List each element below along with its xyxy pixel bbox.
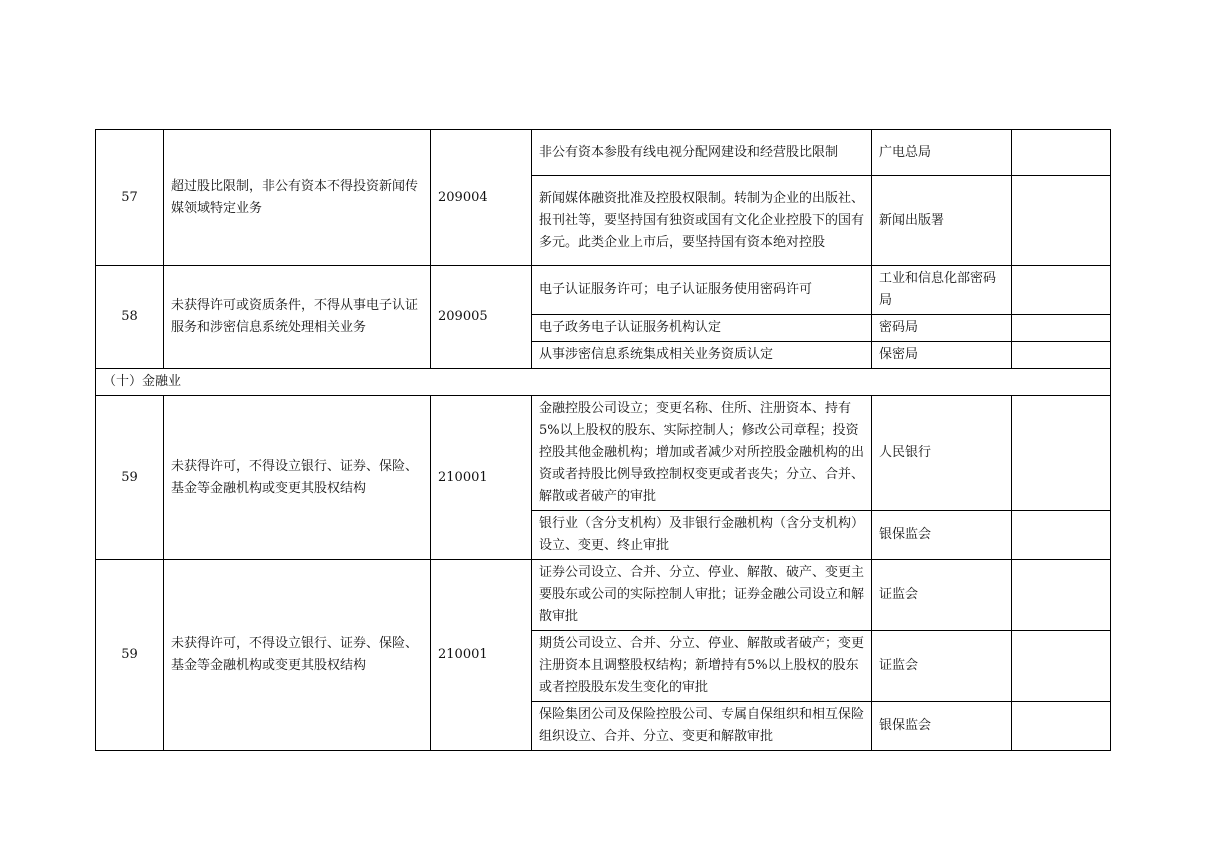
row-code: 210001 bbox=[431, 396, 532, 560]
authority-cell: 银保监会 bbox=[872, 702, 1012, 751]
note-cell bbox=[1012, 702, 1111, 751]
regulation-table bbox=[95, 129, 1111, 751]
note-cell bbox=[1012, 315, 1111, 342]
note-cell bbox=[1012, 560, 1111, 631]
table-row bbox=[96, 130, 1111, 176]
authority-cell: 保密局 bbox=[872, 342, 1012, 369]
authority-cell: 工业和信息化部密码局 bbox=[872, 266, 1012, 315]
item-cell: 期货公司设立、合并、分立、停业、解散或者破产；变更注册资本且调整股权结构；新增持有5%以上股权的股东或者控股股东发生变化的审批 bbox=[532, 631, 872, 702]
item-cell: 电子认证服务许可；电子认证服务使用密码许可 bbox=[532, 266, 872, 315]
row-number: 59 bbox=[96, 560, 164, 751]
row-description: 未获得许可或资质条件，不得从事电子认证服务和涉密信息系统处理相关业务 bbox=[164, 266, 431, 369]
section-title: （十）金融业 bbox=[96, 369, 1111, 396]
row-code: 210001 bbox=[431, 560, 532, 751]
authority-cell: 广电总局 bbox=[872, 130, 1012, 176]
authority-cell: 新闻出版署 bbox=[872, 176, 1012, 266]
item-cell: 金融控股公司设立；变更名称、住所、注册资本、持有5%以上股权的股东、实际控制人；修改公司章程；投资控股其他金融机构；增加或者减少对所控股金融机构的出资或者持股比例导致控制权变更或者丧失；分立、合并、解散或者破产的审批 bbox=[532, 396, 872, 511]
row-code: 209004 bbox=[431, 130, 532, 266]
authority-cell: 人民银行 bbox=[872, 396, 1012, 511]
note-cell bbox=[1012, 130, 1111, 176]
item-cell: 非公有资本参股有线电视分配网建设和经营股比限制 bbox=[532, 130, 872, 176]
table-row bbox=[96, 266, 1111, 315]
authority-cell: 密码局 bbox=[872, 315, 1012, 342]
note-cell bbox=[1012, 631, 1111, 702]
row-description: 未获得许可，不得设立银行、证券、保险、基金等金融机构或变更其股权结构 bbox=[164, 396, 431, 560]
note-cell bbox=[1012, 396, 1111, 511]
row-description: 未获得许可，不得设立银行、证券、保险、基金等金融机构或变更其股权结构 bbox=[164, 560, 431, 751]
row-number: 58 bbox=[96, 266, 164, 369]
authority-cell: 证监会 bbox=[872, 631, 1012, 702]
note-cell bbox=[1012, 176, 1111, 266]
row-number: 59 bbox=[96, 396, 164, 560]
section-row bbox=[96, 369, 1111, 396]
row-number: 57 bbox=[96, 130, 164, 266]
item-cell: 新闻媒体融资批准及控股权限制。转制为企业的出版社、报刊社等，要坚持国有独资或国有文化企业控股下的国有多元。此类企业上市后，要坚持国有资本绝对控股 bbox=[532, 176, 872, 266]
table-row bbox=[96, 560, 1111, 631]
note-cell bbox=[1012, 266, 1111, 315]
item-cell: 证券公司设立、合并、分立、停业、解散、破产、变更主要股东或公司的实际控制人审批；证券金融公司设立和解散审批 bbox=[532, 560, 872, 631]
item-cell: 从事涉密信息系统集成相关业务资质认定 bbox=[532, 342, 872, 369]
note-cell bbox=[1012, 511, 1111, 560]
item-cell: 保险集团公司及保险控股公司、专属自保组织和相互保险组织设立、合并、分立、变更和解散审批 bbox=[532, 702, 872, 751]
authority-cell: 银保监会 bbox=[872, 511, 1012, 560]
authority-cell: 证监会 bbox=[872, 560, 1012, 631]
row-description: 超过股比限制，非公有资本不得投资新闻传媒领域特定业务 bbox=[164, 130, 431, 266]
table-row bbox=[96, 396, 1111, 511]
item-cell: 电子政务电子认证服务机构认定 bbox=[532, 315, 872, 342]
item-cell: 银行业（含分支机构）及非银行金融机构（含分支机构）设立、变更、终止审批 bbox=[532, 511, 872, 560]
row-code: 209005 bbox=[431, 266, 532, 369]
note-cell bbox=[1012, 342, 1111, 369]
